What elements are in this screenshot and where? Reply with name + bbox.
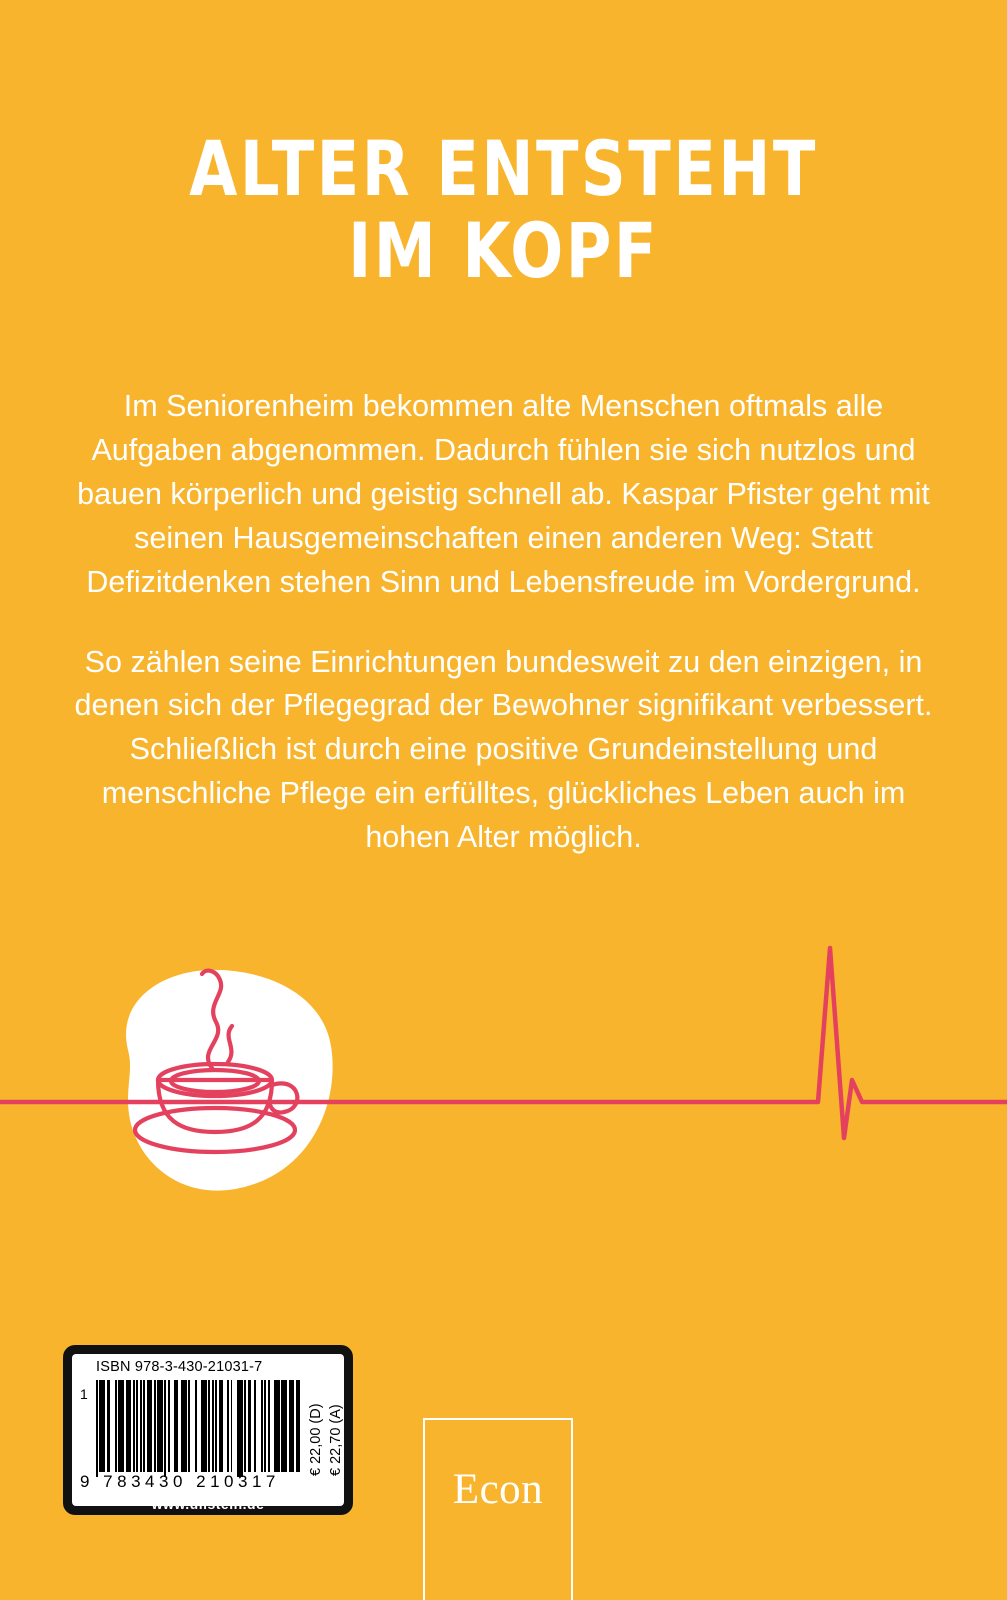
blurb-paragraph-2: So zählen seine Einrichtungen bundesweit zu den einzigen, in denen sich der Pflegegrad der Bewohner signifikant verbessert. Schließlich ist durch eine positive Grundeinstellung und menschliche Pflege ein erfülltes, glückliches Leben auch im hohen Alter möglich. — [74, 644, 933, 855]
publisher-name: Econ — [452, 1466, 544, 1513]
isbn-label: ISBN 978-3-430-21031-7 — [96, 1359, 263, 1375]
price-block — [294, 1376, 344, 1482]
heartbeat-line-icon — [0, 948, 1007, 1138]
publisher-url: www.ullstein.de — [151, 1496, 265, 1512]
price-austria: € 22,70 (A) — [328, 1404, 344, 1476]
barcode-bars — [96, 1380, 302, 1472]
cover-illustration — [0, 930, 1007, 1220]
barcode — [63, 1345, 353, 1515]
blurb-paragraph-1: Im Seniorenheim bekommen alte Menschen oftmals alle Aufgaben abgenommen. Dadurch fühlen sie sich nutzlos und bauen körperlich und geistig schnell ab. Kaspar Pfister geht mit seinen Hausgemeinschaften einen anderen Weg: Statt Defizitdenken stehen Sinn und Lebensfreude im Vordergrund. — [77, 389, 930, 599]
publisher-logo — [423, 1418, 573, 1600]
blob-shape — [126, 970, 333, 1191]
title-line-1: ALTER ENTSTEHT — [189, 124, 818, 213]
blurb-text — [68, 385, 939, 860]
barcode-left-digit: 1 — [80, 1386, 88, 1402]
barcode-ean-digits: 9 783430 210317 — [80, 1472, 280, 1491]
page-title — [0, 124, 1007, 296]
price-germany: € 22,00 (D) — [308, 1403, 324, 1476]
title-line-2: IM KOPF — [348, 206, 659, 296]
coffee-cup-icon — [135, 971, 297, 1152]
barcode-inner — [72, 1354, 344, 1506]
